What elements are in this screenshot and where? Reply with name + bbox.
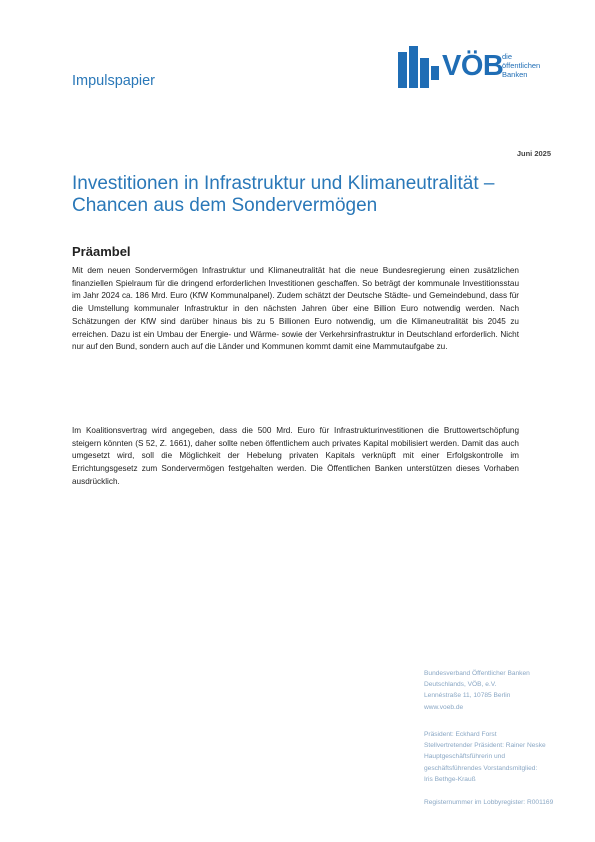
- logo-tagline-line: öffentlichen: [502, 61, 541, 70]
- officer-line: Hauptgeschäftsführerin und: [424, 753, 506, 761]
- document-type-label: Impulspapier: [72, 73, 156, 89]
- officer-line: geschäftsführendes Vorstandsmitglied:: [424, 764, 538, 772]
- voeb-logo: [398, 46, 558, 94]
- logo-tagline-line: die: [502, 52, 513, 61]
- section-heading: Präambel: [72, 244, 131, 259]
- register-line: Registernummer im Lobbyregister: R001169: [424, 799, 554, 806]
- title-line: Chancen aus dem Sondervermögen: [72, 195, 378, 216]
- address-line: Lennéstraße 11, 10785 Berlin: [424, 692, 511, 700]
- logo-bar: [398, 52, 407, 88]
- officer-line: Iris Bethge-Krauß: [424, 775, 476, 783]
- logo-tagline-line: Banken: [502, 70, 528, 79]
- sidebar-address: [424, 668, 584, 713]
- logo-bar: [420, 58, 429, 88]
- body-paragraph: Im Koalitionsvertrag wird angegeben, dass die 500 Mrd. Euro für Infrastrukturinvestitionen die Bruttowertschöpfung steigern könnten (S 52, Z. 1661), daher sollte neben öffentlichem auch privates Kapital mobilisiert werden. Damit das auch umgesetzt wird, soll die Möglichkeit der Hebelung privaten Kapitals verknüpft mit einer Erfolgskontrolle im Errichtungsgesetz zum Sondervermögen festgehalten werden. Die Öffentlichen Banken unterstützen dieses Vorhaben ausdrücklich.: [72, 426, 519, 486]
- lobby-register-number: [424, 797, 584, 808]
- website-link[interactable]: www.voeb.de: [424, 703, 464, 711]
- sidebar-officers: [424, 729, 584, 785]
- body-paragraph: Mit dem neuen Sondervermögen Infrastruktur und Klimaneutralität hat die neue Bundesregierung einen zusätzlichen finanziellen Spielraum für die dringend erforderlichen Investitionen geschaffen. So beträgt der kommunale Investitionsstau im Jahr 2024 ca. 186 Mrd. Euro (KfW Kommunalpanel). Zudem schätzt der Deutsche Städte- und Gemeindebund, dass für die Umstellung kommunaler Infrastruktur in den nächsten Jahren über eine Billion Euro notwendig werden. Nach Schätzungen der KfW sind darüber hinaus bis zu 5 Billionen Euro notwendig, um die Klimaneutralität bis 2045 zu erreichen. Dazu ist ein Umbau der Energie- und Wärme- sowie der Verkehrsinfrastruktur in Deutschland erforderlich. Nicht nur auf den Bund, sondern auch auf die Länder und Kommunen kommt damit eine Mammutaufgabe zu.: [72, 266, 519, 352]
- address-line: Deutschlands, VÖB, e.V.: [424, 681, 497, 689]
- logo-wordmark: VÖB: [442, 50, 504, 82]
- logo-tagline: [502, 52, 540, 79]
- document-title: [72, 173, 542, 217]
- publication-date: Juni 2025: [516, 149, 551, 158]
- title-line: Investitionen in Infrastruktur und Klimaneutralität –: [72, 173, 495, 194]
- address-line: Bundesverband Öffentlicher Banken: [424, 670, 530, 677]
- logo-bar: [409, 46, 418, 88]
- logo-bar: [431, 66, 439, 80]
- officer-line: Stellvertretender Präsident: Rainer Neske: [424, 742, 546, 750]
- officer-line: Präsident: Eckhard Forst: [424, 731, 497, 738]
